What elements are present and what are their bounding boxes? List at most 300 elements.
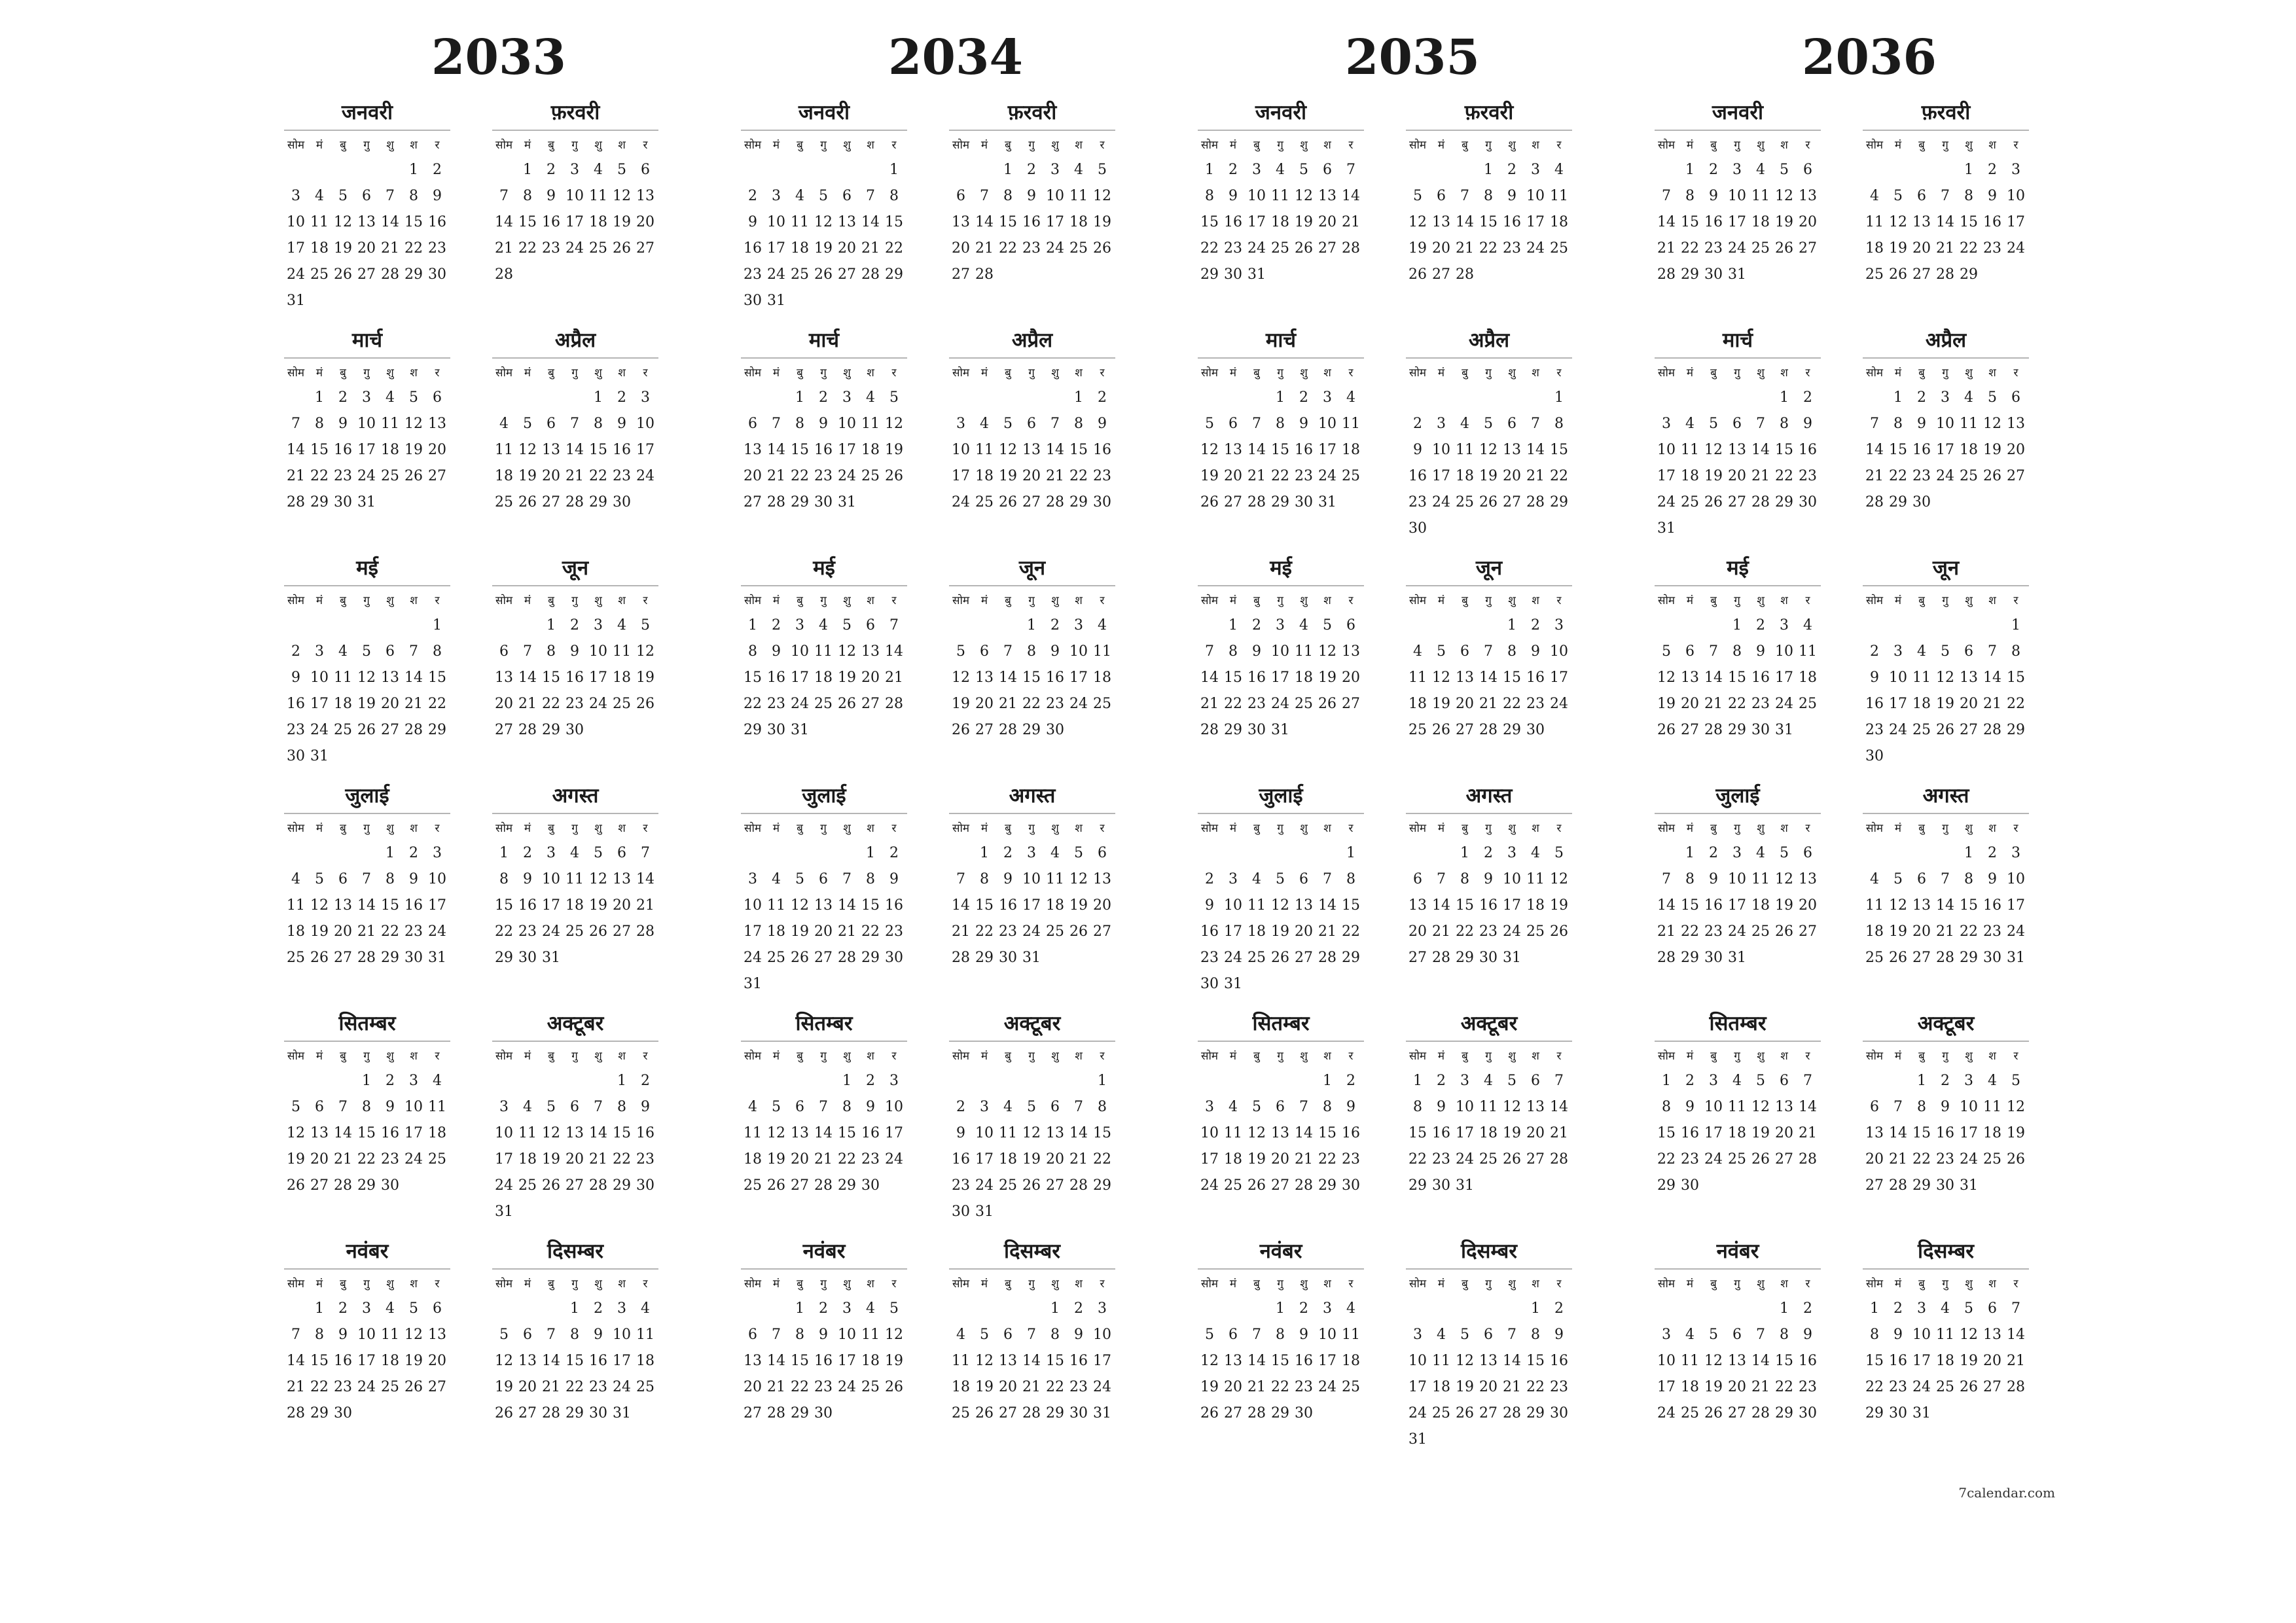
day-cell: 3 xyxy=(1732,162,1742,178)
day-cell: 23 xyxy=(767,696,785,712)
day-cell: 5 xyxy=(1780,162,1789,178)
day-cell: 30 xyxy=(885,950,903,966)
day-cell: 3 xyxy=(1893,643,1903,660)
day-cell: 27 xyxy=(744,494,762,510)
weekday-label: र xyxy=(1348,1050,1354,1063)
day-cell: 22 xyxy=(1318,1151,1336,1168)
day-cell: 28 xyxy=(381,266,399,283)
day-cell: 4 xyxy=(866,1300,875,1317)
weekday-label: सोम xyxy=(952,139,970,152)
day-cell: 29 xyxy=(428,722,446,738)
weekday-label: गु xyxy=(1942,366,1948,380)
day-cell: 24 xyxy=(952,494,970,510)
day-cell: 23 xyxy=(1200,950,1219,966)
day-cell: 12 xyxy=(589,871,607,887)
day-cell: 27 xyxy=(613,923,631,940)
day-cell: 9 xyxy=(889,871,899,887)
day-cell: 25 xyxy=(1681,1405,1699,1421)
day-cell: 26 xyxy=(885,1379,903,1395)
day-cell: 13 xyxy=(1983,1327,2001,1343)
day-cell: 2 xyxy=(1050,617,1060,633)
day-cell: 7 xyxy=(1346,162,1355,178)
day-grid xyxy=(1198,157,1364,314)
day-cell: 13 xyxy=(1960,669,1978,686)
day-cell: 4 xyxy=(1346,1300,1355,1317)
day-cell: 25 xyxy=(1295,696,1313,712)
day-cell: 11 xyxy=(1728,1099,1746,1115)
weekday-header xyxy=(1198,1039,1364,1065)
day-cell: 1 xyxy=(1205,162,1214,178)
weekday-label: सोम xyxy=(744,1050,762,1063)
month-name: दिसम्बर xyxy=(1461,1240,1517,1263)
weekday-label: शु xyxy=(1508,1277,1516,1291)
day-cell: 28 xyxy=(518,722,537,738)
day-cell: 27 xyxy=(791,1177,809,1194)
day-cell: 7 xyxy=(889,617,899,633)
weekday-label: मं xyxy=(772,366,780,380)
day-cell: 5 xyxy=(1662,643,1671,660)
day-cell: 12 xyxy=(334,214,352,230)
weekday-label: मं xyxy=(1894,366,1902,380)
weekday-label: शु xyxy=(386,594,394,607)
weekday-label: शु xyxy=(1051,366,1059,380)
day-cell: 16 xyxy=(1550,1353,1568,1369)
day-cell: 28 xyxy=(1936,950,1954,966)
weekday-header xyxy=(284,1267,450,1293)
day-cell: 7 xyxy=(956,871,965,887)
day-cell: 15 xyxy=(1526,1353,1545,1369)
day-cell: 2 xyxy=(386,1073,395,1089)
day-cell: 16 xyxy=(542,214,560,230)
day-cell: 11 xyxy=(1912,669,1931,686)
day-cell: 9 xyxy=(1484,871,1493,887)
day-cell: 21 xyxy=(404,696,423,712)
day-cell: 20 xyxy=(1912,240,1931,257)
day-cell: 10 xyxy=(613,1327,631,1343)
day-cell: 28 xyxy=(1889,1177,1907,1194)
weekday-label: गु xyxy=(1277,366,1283,380)
day-cell: 14 xyxy=(1526,442,1545,458)
day-cell: 4 xyxy=(1941,1300,1950,1317)
day-cell: 8 xyxy=(1964,188,1973,204)
day-cell: 6 xyxy=(1484,1327,1493,1343)
day-cell: 2 xyxy=(523,845,532,861)
day-cell: 2 xyxy=(1988,162,1997,178)
day-cell: 16 xyxy=(1983,897,2001,914)
day-cell: 27 xyxy=(542,494,560,510)
month-name: मार्च xyxy=(1265,329,1297,352)
day-cell: 14 xyxy=(1318,897,1336,914)
day-cell: 3 xyxy=(889,1073,899,1089)
day-cell: 20 xyxy=(952,240,970,257)
month-block xyxy=(1406,780,1572,996)
day-cell: 15 xyxy=(999,214,1017,230)
day-cell: 30 xyxy=(1224,266,1242,283)
day-cell: 27 xyxy=(1799,240,1817,257)
day-cell: 7 xyxy=(1205,643,1214,660)
day-cell: 21 xyxy=(767,1379,785,1395)
month-name: अक्टूबर xyxy=(547,1012,604,1035)
day-cell: 26 xyxy=(814,266,833,283)
day-cell: 3 xyxy=(1460,1073,1469,1089)
day-cell: 18 xyxy=(1728,1125,1746,1141)
day-cell: 13 xyxy=(975,669,994,686)
weekday-label: सोम xyxy=(1657,366,1676,380)
weekday-label: सोम xyxy=(495,366,513,380)
day-cell: 23 xyxy=(1432,1151,1450,1168)
day-cell: 18 xyxy=(1526,897,1545,914)
day-cell: 3 xyxy=(1276,617,1285,633)
day-cell: 4 xyxy=(1732,1073,1742,1089)
day-cell: 22 xyxy=(744,696,762,712)
day-cell: 14 xyxy=(636,871,655,887)
day-cell: 5 xyxy=(1276,871,1285,887)
day-cell: 7 xyxy=(409,643,418,660)
weekday-label: गु xyxy=(1277,139,1283,152)
day-cell: 17 xyxy=(1224,923,1242,940)
day-cell: 27 xyxy=(357,266,376,283)
day-cell: 10 xyxy=(791,643,809,660)
day-cell: 13 xyxy=(428,1327,446,1343)
day-cell: 15 xyxy=(428,669,446,686)
month-name: जुलाई xyxy=(1715,784,1760,808)
day-cell: 31 xyxy=(838,494,856,510)
day-cell: 24 xyxy=(1728,240,1746,257)
weekday-label: श xyxy=(618,1277,626,1291)
day-cell: 12 xyxy=(1479,442,1498,458)
day-cell: 8 xyxy=(1917,1099,1926,1115)
weekday-label: सोम xyxy=(1657,139,1676,152)
weekday-label: गु xyxy=(363,1050,370,1063)
weekday-header xyxy=(949,356,1115,382)
month-block xyxy=(492,1008,658,1224)
day-cell: 28 xyxy=(636,923,655,940)
weekday-label: श xyxy=(1780,366,1788,380)
day-cell: 16 xyxy=(744,240,762,257)
day-cell: 22 xyxy=(838,1151,856,1168)
day-cell: 16 xyxy=(1681,1125,1699,1141)
day-cell: 12 xyxy=(1775,188,1793,204)
day-cell: 27 xyxy=(1408,950,1427,966)
weekday-label: मं xyxy=(315,366,323,380)
day-cell: 2 xyxy=(889,845,899,861)
day-cell: 18 xyxy=(1069,214,1088,230)
day-cell: 26 xyxy=(1295,240,1313,257)
day-cell: 5 xyxy=(956,643,965,660)
day-cell: 1 xyxy=(1870,1300,1879,1317)
day-cell: 4 xyxy=(1756,162,1765,178)
day-cell: 19 xyxy=(952,696,970,712)
day-cell: 1 xyxy=(1893,389,1903,406)
day-cell: 3 xyxy=(1941,389,1950,406)
day-cell: 26 xyxy=(310,950,329,966)
day-cell: 17 xyxy=(1022,897,1041,914)
day-cell: 25 xyxy=(1247,950,1266,966)
day-cell: 24 xyxy=(1912,1379,1931,1395)
day-cell: 11 xyxy=(1046,871,1064,887)
weekday-label: सोम xyxy=(287,1050,305,1063)
day-cell: 1 xyxy=(433,617,442,633)
day-cell: 5 xyxy=(1709,1327,1718,1343)
day-cell: 27 xyxy=(334,950,352,966)
day-cell: 26 xyxy=(1751,1151,1770,1168)
day-cell: 12 xyxy=(885,1327,903,1343)
weekday-header xyxy=(1863,1267,2029,1293)
day-cell: 1 xyxy=(1050,1300,1060,1317)
day-cell: 9 xyxy=(641,1099,650,1115)
day-cell: 24 xyxy=(975,1177,994,1194)
weekday-header xyxy=(1655,356,1821,382)
weekday-label: श xyxy=(867,1050,874,1063)
weekday-header xyxy=(284,1039,450,1065)
day-cell: 29 xyxy=(885,266,903,283)
day-cell: 11 xyxy=(1960,416,1978,432)
day-cell: 22 xyxy=(404,240,423,257)
month-block xyxy=(1863,552,2029,768)
day-cell: 15 xyxy=(404,214,423,230)
day-cell: 12 xyxy=(287,1125,305,1141)
day-cell: 9 xyxy=(1346,1099,1355,1115)
day-cell: 7 xyxy=(980,188,989,204)
day-cell: 10 xyxy=(838,416,856,432)
day-cell: 22 xyxy=(2007,696,2025,712)
day-cell: 10 xyxy=(1271,643,1289,660)
day-cell: 29 xyxy=(1456,950,1474,966)
day-cell: 4 xyxy=(386,389,395,406)
day-cell: 19 xyxy=(1271,923,1289,940)
day-cell: 19 xyxy=(999,468,1017,484)
day-cell: 6 xyxy=(547,416,556,432)
day-cell: 25 xyxy=(1224,1177,1242,1194)
day-cell: 3 xyxy=(1323,1300,1332,1317)
day-cell: 2 xyxy=(291,643,300,660)
day-cell: 15 xyxy=(1550,442,1568,458)
day-grid xyxy=(1198,613,1364,770)
weekday-header xyxy=(492,584,658,610)
day-cell: 7 xyxy=(499,188,509,204)
weekday-label: मं xyxy=(1229,1277,1237,1291)
day-cell: 16 xyxy=(565,669,584,686)
day-cell: 16 xyxy=(428,214,446,230)
day-cell: 3 xyxy=(1205,1099,1214,1115)
day-cell: 19 xyxy=(1247,1151,1266,1168)
weekday-label: बु xyxy=(1710,366,1717,380)
day-cell: 1 xyxy=(842,1073,852,1089)
day-cell: 6 xyxy=(748,1327,757,1343)
day-cell: 25 xyxy=(791,266,809,283)
day-cell: 4 xyxy=(1917,643,1926,660)
weekday-label: र xyxy=(1556,139,1562,152)
day-grid xyxy=(949,840,1115,997)
day-cell: 17 xyxy=(1432,468,1450,484)
day-cell: 5 xyxy=(980,1327,989,1343)
day-cell: 28 xyxy=(589,1177,607,1194)
day-cell: 31 xyxy=(1318,494,1336,510)
day-cell: 24 xyxy=(1046,240,1064,257)
month-block xyxy=(741,1008,907,1224)
day-cell: 30 xyxy=(1799,494,1817,510)
day-cell: 14 xyxy=(495,214,513,230)
day-cell: 8 xyxy=(1460,871,1469,887)
day-cell: 28 xyxy=(1751,1405,1770,1421)
day-cell: 26 xyxy=(542,1177,560,1194)
day-cell: 8 xyxy=(1205,188,1214,204)
day-cell: 18 xyxy=(999,1151,1017,1168)
weekday-label: र xyxy=(1100,1050,1105,1063)
day-cell: 31 xyxy=(1408,1431,1427,1448)
day-cell: 13 xyxy=(1503,442,1521,458)
day-cell: 21 xyxy=(518,696,537,712)
day-cell: 15 xyxy=(1960,214,1978,230)
day-cell: 16 xyxy=(1865,696,1884,712)
day-cell: 4 xyxy=(1050,845,1060,861)
day-cell: 7 xyxy=(866,188,875,204)
day-cell: 15 xyxy=(1200,214,1219,230)
weekday-header xyxy=(741,1267,907,1293)
weekday-header xyxy=(1655,1267,1821,1293)
day-cell: 15 xyxy=(1865,1353,1884,1369)
day-cell: 27 xyxy=(1093,923,1111,940)
day-cell: 29 xyxy=(1342,950,1360,966)
weekday-label: र xyxy=(891,822,897,835)
day-cell: 1 xyxy=(362,1073,371,1089)
day-cell: 3 xyxy=(1050,162,1060,178)
day-cell: 29 xyxy=(542,722,560,738)
day-cell: 21 xyxy=(2007,1353,2025,1369)
day-cell: 28 xyxy=(1247,494,1266,510)
weekday-label: शु xyxy=(1300,822,1308,835)
day-cell: 15 xyxy=(1960,897,1978,914)
day-cell: 11 xyxy=(589,188,607,204)
day-cell: 13 xyxy=(1093,871,1111,887)
day-cell: 28 xyxy=(1751,494,1770,510)
day-cell: 1 xyxy=(1531,1300,1540,1317)
day-cell: 13 xyxy=(357,214,376,230)
day-cell: 13 xyxy=(999,1353,1017,1369)
day-cell: 26 xyxy=(1479,494,1498,510)
day-cell: 21 xyxy=(1751,468,1770,484)
day-cell: 21 xyxy=(1247,1379,1266,1395)
day-cell: 14 xyxy=(1936,897,1954,914)
day-cell: 16 xyxy=(952,1151,970,1168)
weekday-label: गु xyxy=(1028,1050,1035,1063)
day-cell: 10 xyxy=(495,1125,513,1141)
weekday-label: र xyxy=(1805,1050,1810,1063)
weekday-label: श xyxy=(410,1050,418,1063)
day-cell: 22 xyxy=(1728,696,1746,712)
day-cell: 4 xyxy=(1460,416,1469,432)
day-cell: 20 xyxy=(636,214,655,230)
weekday-label: शु xyxy=(1757,822,1765,835)
weekday-label: सोम xyxy=(1408,366,1427,380)
day-cell: 22 xyxy=(1200,240,1219,257)
day-cell: 17 xyxy=(1069,669,1088,686)
day-cell: 15 xyxy=(1503,669,1521,686)
day-cell: 21 xyxy=(1983,696,2001,712)
month-name: फ़रवरी xyxy=(550,101,600,124)
day-cell: 1 xyxy=(1413,1073,1422,1089)
weekday-label: बु xyxy=(797,594,803,607)
day-cell: 27 xyxy=(428,468,446,484)
day-cell: 16 xyxy=(1342,1125,1360,1141)
weekday-label: सोम xyxy=(495,1050,513,1063)
day-cell: 21 xyxy=(1936,240,1954,257)
day-cell: 8 xyxy=(2011,643,2020,660)
day-cell: 3 xyxy=(409,1073,418,1089)
day-cell: 13 xyxy=(1681,669,1699,686)
day-cell: 2 xyxy=(1484,845,1493,861)
day-cell: 21 xyxy=(357,923,376,940)
day-cell: 21 xyxy=(1657,240,1676,257)
day-cell: 25 xyxy=(952,1405,970,1421)
weekday-label: श xyxy=(867,822,874,835)
day-cell: 28 xyxy=(814,1177,833,1194)
day-cell: 14 xyxy=(861,214,880,230)
day-cell: 1 xyxy=(1098,1073,1107,1089)
weekday-label: गु xyxy=(1942,594,1948,607)
day-cell: 20 xyxy=(1799,897,1817,914)
day-cell: 22 xyxy=(1456,923,1474,940)
weekday-label: सोम xyxy=(1200,366,1219,380)
day-cell: 18 xyxy=(975,468,994,484)
day-cell: 6 xyxy=(1803,845,1812,861)
day-cell: 29 xyxy=(357,1177,376,1194)
day-cell: 14 xyxy=(1889,1125,1907,1141)
day-cell: 25 xyxy=(814,696,833,712)
weekday-label: बु xyxy=(797,1050,803,1063)
day-cell: 17 xyxy=(1550,669,1568,686)
day-cell: 8 xyxy=(866,871,875,887)
day-cell: 21 xyxy=(495,240,513,257)
day-cell: 16 xyxy=(861,1125,880,1141)
day-cell: 9 xyxy=(386,1099,395,1115)
day-cell: 22 xyxy=(999,240,1017,257)
weekday-header xyxy=(492,128,658,154)
day-cell: 13 xyxy=(1271,1125,1289,1141)
month-block xyxy=(741,97,907,313)
day-cell: 12 xyxy=(1200,1353,1219,1369)
day-cell: 17 xyxy=(1657,468,1676,484)
weekday-label: श xyxy=(1532,1050,1539,1063)
day-cell: 28 xyxy=(287,494,305,510)
weekday-header xyxy=(1655,128,1821,154)
day-cell: 13 xyxy=(495,669,513,686)
day-cell: 10 xyxy=(952,442,970,458)
day-cell: 1 xyxy=(1780,1300,1789,1317)
month-block xyxy=(949,552,1115,768)
day-cell: 18 xyxy=(287,923,305,940)
month-name: अप्रैल xyxy=(1925,329,1967,352)
weekday-label: सोम xyxy=(495,1277,513,1291)
day-cell: 7 xyxy=(523,643,532,660)
day-cell: 23 xyxy=(1093,468,1111,484)
day-cell: 28 xyxy=(1704,722,1723,738)
day-cell: 2 xyxy=(1988,845,1997,861)
day-cell: 5 xyxy=(547,1099,556,1115)
weekday-label: शु xyxy=(1757,366,1765,380)
weekday-label: शु xyxy=(843,139,851,152)
day-cell: 2 xyxy=(1756,617,1765,633)
weekday-label: र xyxy=(891,1050,897,1063)
day-cell: 1 xyxy=(889,162,899,178)
day-cell: 25 xyxy=(1456,494,1474,510)
day-cell: 21 xyxy=(1889,1151,1907,1168)
day-cell: 8 xyxy=(1027,643,1036,660)
month-name: दिसम्बर xyxy=(547,1240,603,1263)
day-cell: 13 xyxy=(1912,897,1931,914)
day-cell: 27 xyxy=(1728,494,1746,510)
day-cell: 13 xyxy=(1799,188,1817,204)
